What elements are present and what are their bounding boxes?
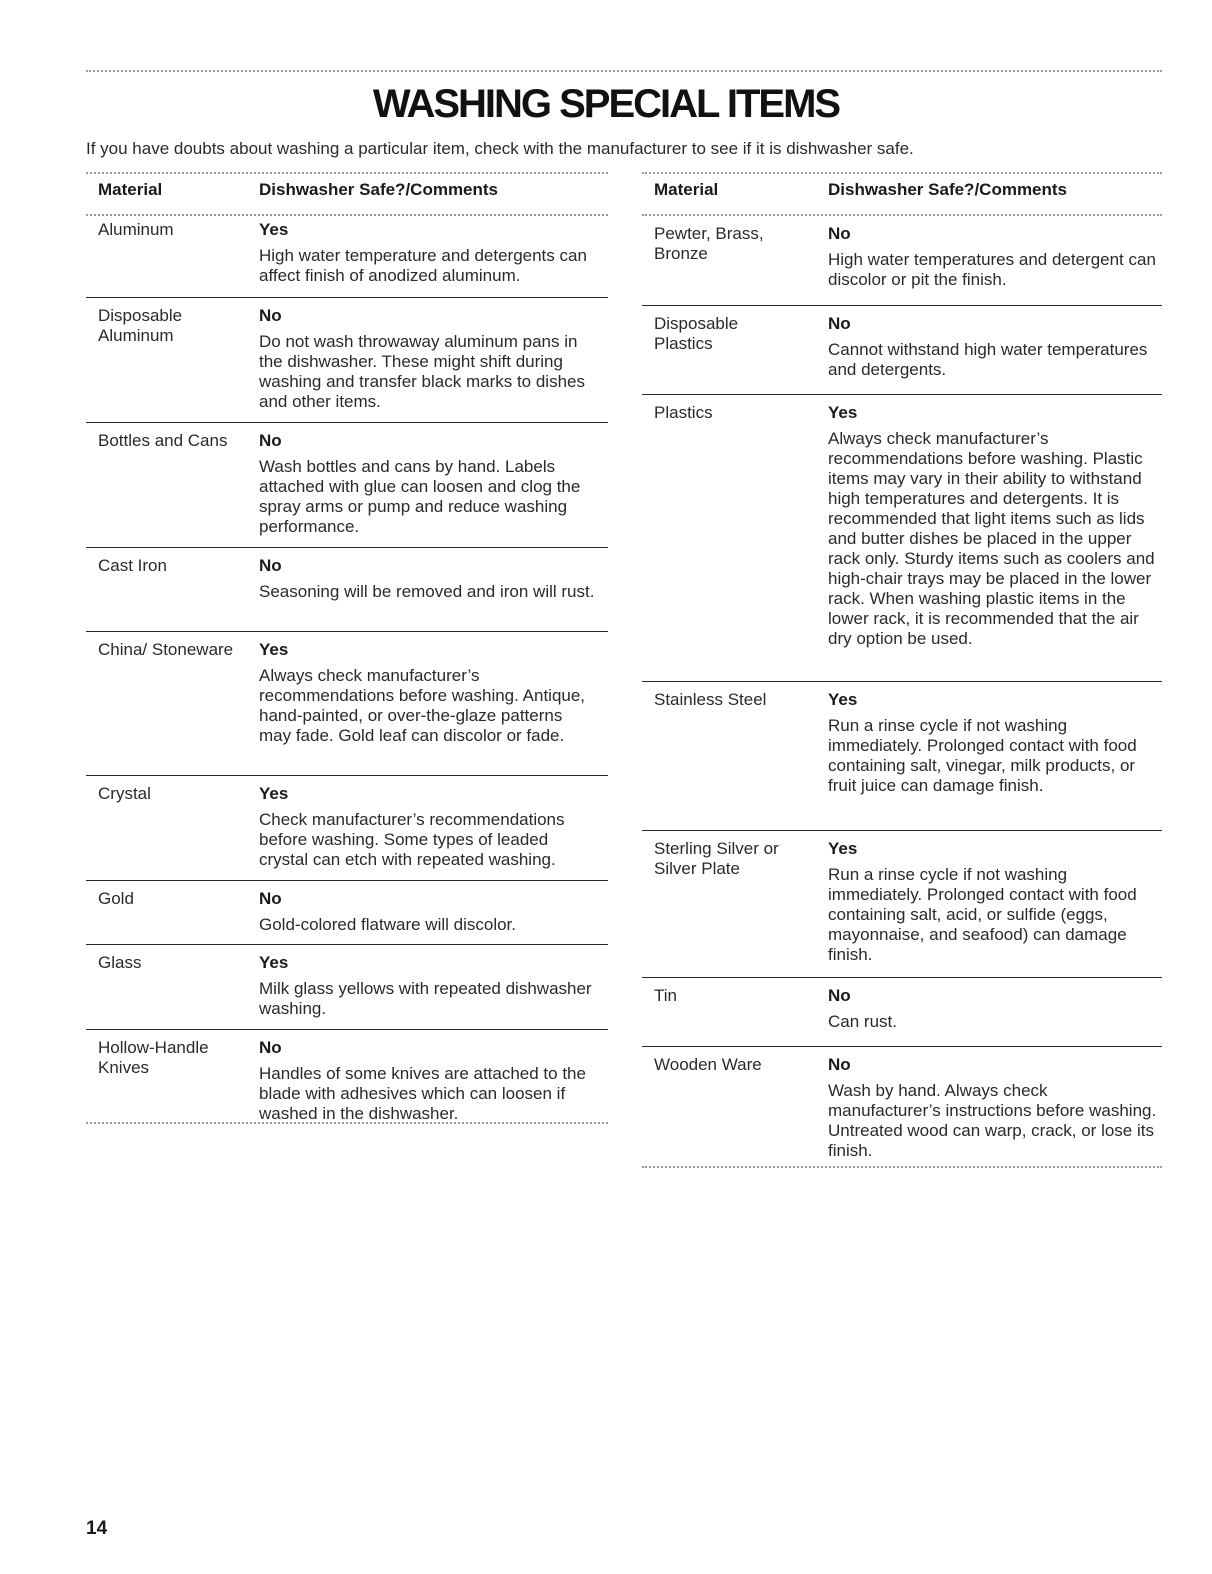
safe-status: Yes [259, 640, 289, 659]
comment-cell [259, 640, 597, 746]
comment-cell [259, 220, 597, 286]
right-comments-header: Dishwasher Safe?/Comments [828, 180, 1068, 199]
page-number: 14 [86, 1518, 108, 1539]
safe-status: Yes [828, 839, 858, 858]
table-row [86, 216, 608, 297]
table-row [86, 775, 608, 880]
safe-status: No [828, 224, 851, 243]
comment-text: Seasoning will be removed and iron will rust. [259, 582, 595, 601]
top-rule [86, 70, 1162, 72]
table-row [86, 631, 608, 775]
table-row [642, 830, 1162, 977]
comment-text: Milk glass yellows with repeated dishwasher washing. [259, 979, 592, 1018]
material-name: Hollow-Handle Knives [98, 1038, 209, 1077]
comment-text: Cannot withstand high water temperatures and detergents. [828, 340, 1148, 379]
comment-text: Always check manufacturer’s recommendations before washing. Plastic items may vary in their ability to withstand high temperatures and detergents. It is recommended that light items such as lids and butter dishes be placed in the upper rack only. Sturdy items such as coolers and high-chair trays may be placed in the lower rack. When washing plastic items in the lower rack, it is recommended that the air dry option be used. [828, 429, 1155, 648]
right-table-body [642, 216, 1162, 1172]
comment-cell [828, 986, 1158, 1032]
comment-text: Wash bottles and cans by hand. Labels attached with glue can loosen and clog the spray arms or pump and reduce washing performance. [259, 457, 581, 536]
safe-status: No [259, 889, 282, 908]
right-table-end-rule [642, 1166, 1162, 1168]
safe-status: No [828, 986, 851, 1005]
comment-cell [828, 403, 1158, 649]
left-table [86, 172, 608, 1126]
left-table-end-rule [86, 1122, 608, 1124]
table-row [86, 297, 608, 422]
safe-status: No [259, 431, 282, 450]
table-row [86, 944, 608, 1029]
left-comments-header: Dishwasher Safe?/Comments [259, 180, 499, 199]
safe-status: Yes [828, 690, 858, 709]
comment-text: Run a rinse cycle if not washing immediately. Prolonged contact with food containing salt, vinegar, milk products, or fruit juice can damage finish. [828, 716, 1137, 795]
material-name: Plastics [654, 403, 713, 422]
right-table [642, 172, 1162, 1172]
comment-cell [828, 314, 1158, 380]
safe-status: No [828, 1055, 851, 1074]
comment-cell [259, 1038, 597, 1124]
comment-text: Check manufacturer’s recommendations before washing. Some types of leaded crystal can etch with repeated washing. [259, 810, 565, 869]
table-row [642, 977, 1162, 1046]
comment-text: Do not wash throwaway aluminum pans in the dishwasher. These might shift during washing and transfer black marks to dishes and other items. [259, 332, 585, 411]
material-name: Bottles and Cans [98, 431, 228, 450]
safe-status: No [259, 556, 282, 575]
table-row [86, 547, 608, 631]
left-table-header [86, 172, 608, 216]
material-name: Cast Iron [98, 556, 167, 575]
safe-status: Yes [828, 403, 858, 422]
material-name: Aluminum [98, 220, 174, 239]
safe-status: Yes [259, 220, 289, 239]
comment-cell [259, 953, 597, 1019]
left-material-header: Material [98, 180, 163, 199]
material-name: Tin [654, 986, 677, 1005]
material-name: Pewter, Brass, Bronze [654, 224, 764, 263]
safe-status: Yes [259, 784, 289, 803]
comment-text: Handles of some knives are attached to the blade with adhesives which can loosen if washed in the dishwasher. [259, 1064, 586, 1123]
right-table-header [642, 172, 1162, 216]
table-row [86, 880, 608, 944]
table-row [642, 216, 1162, 305]
intro-text: If you have doubts about washing a particular item, check with the manufacturer to see if it is dishwasher safe. [86, 139, 914, 158]
table-row [86, 422, 608, 547]
material-name: Crystal [98, 784, 151, 803]
right-material-header: Material [654, 180, 719, 199]
safe-status: No [259, 306, 282, 325]
comment-cell [828, 1055, 1158, 1161]
material-name: Wooden Ware [654, 1055, 762, 1074]
material-name: Gold [98, 889, 134, 908]
material-name: Stainless Steel [654, 690, 767, 709]
comment-cell [828, 690, 1158, 796]
material-name: Disposable Plastics [654, 314, 739, 353]
material-name: Sterling Silver or Silver Plate [654, 839, 779, 878]
left-table-body [86, 216, 608, 1126]
material-name: Glass [98, 953, 142, 972]
comment-text: Can rust. [828, 1012, 897, 1031]
safe-status: No [828, 314, 851, 333]
comment-text: Run a rinse cycle if not washing immediately. Prolonged contact with food containing salt, acid, or sulfide (eggs, mayonnaise, and seafood) can damage finish. [828, 865, 1137, 964]
comment-cell [259, 889, 597, 935]
table-row [642, 1046, 1162, 1172]
comment-text: Always check manufacturer’s recommendations before washing. Antique, hand-painted, or over-the-glaze patterns may fade. Gold leaf can discolor or fade. [259, 666, 586, 745]
comment-text: High water temperature and detergents can affect finish of anodized aluminum. [259, 246, 587, 285]
comment-cell [259, 784, 597, 870]
comment-cell [828, 839, 1158, 965]
safe-status: No [259, 1038, 282, 1057]
comment-cell [259, 306, 597, 412]
material-name: China/ Stoneware [98, 640, 234, 659]
comment-text: Gold-colored flatware will discolor. [259, 915, 516, 934]
comment-text: Wash by hand. Always check manufacturer’s instructions before washing. Untreated wood can warp, crack, or lose its finish. [828, 1081, 1157, 1160]
comment-cell [828, 224, 1158, 290]
comment-cell [259, 556, 597, 602]
table-row [642, 681, 1162, 830]
page-title: WASHING SPECIAL ITEMS [372, 82, 840, 126]
table-row [86, 1029, 608, 1126]
material-name: Disposable Aluminum [98, 306, 183, 345]
safe-status: Yes [259, 953, 289, 972]
table-row [642, 305, 1162, 394]
table-row [642, 394, 1162, 681]
comment-text: High water temperatures and detergent can discolor or pit the finish. [828, 250, 1156, 289]
comment-cell [259, 431, 597, 537]
